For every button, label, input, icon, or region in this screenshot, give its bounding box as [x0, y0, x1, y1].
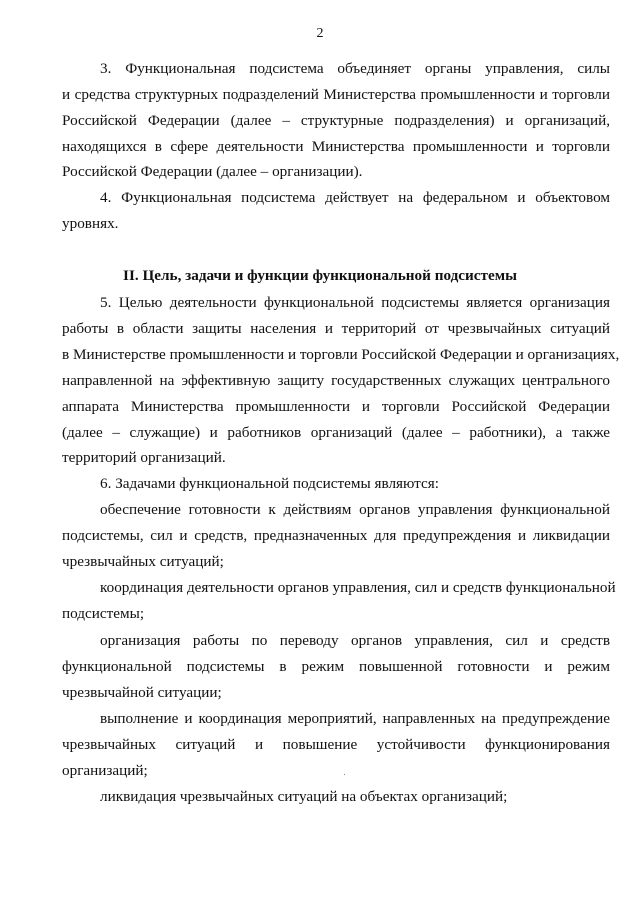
- section-heading: II. Цель, задачи и функции функциональной подсистемы: [123, 267, 517, 284]
- paragraph-line: 6. Задачами функциональной подсистемы являются:: [100, 475, 439, 492]
- scan-speck: [344, 774, 345, 775]
- list-item-line: организация работы по переводу органов управления, сил и средств: [100, 632, 610, 649]
- paragraph-line: направленной на эффективную защиту государственных служащих центрального: [62, 372, 610, 389]
- list-item-line: чрезвычайной ситуации;: [62, 684, 222, 701]
- list-item-line: чрезвычайных ситуаций и повышение устойчивости функционирования: [62, 736, 610, 753]
- paragraph-line: территорий организаций.: [62, 449, 226, 466]
- page-number: 2: [316, 26, 324, 41]
- list-item-line: организаций;: [62, 762, 148, 779]
- list-item-line: координация деятельности органов управления, сил и средств функциональной: [100, 579, 616, 596]
- list-item-line: функциональной подсистемы в режим повышенной готовности и режим: [62, 658, 610, 675]
- paragraph-line: (далее – служащие) и работников организаций (далее – работники), а также: [62, 424, 610, 441]
- paragraph-line: 4. Функциональная подсистема действует на федеральном и объектовом: [100, 189, 610, 206]
- list-item-line: обеспечение готовности к действиям органов управления функциональной: [100, 501, 610, 518]
- paragraph-line: 3. Функциональная подсистема объединяет органы управления, силы: [100, 60, 610, 77]
- paragraph-line: Российской Федерации (далее – структурные подразделения) и организаций,: [62, 112, 610, 129]
- paragraph-line: в Министерстве промышленности и торговли Российской Федерации и организациях,: [62, 346, 620, 363]
- paragraph-line: уровнях.: [62, 215, 119, 232]
- paragraph-line: находящихся в сфере деятельности Министерства промышленности и торговли: [62, 138, 610, 155]
- list-item-line: подсистемы, сил и средств, предназначенных для предупреждения и ликвидации: [62, 527, 610, 544]
- paragraph-line: Российской Федерации (далее – организации).: [62, 163, 363, 180]
- list-item-line: подсистемы;: [62, 605, 145, 622]
- list-item-line: чрезвычайных ситуаций;: [62, 553, 224, 570]
- paragraph-line: 5. Целью деятельности функциональной подсистемы является организация: [100, 294, 610, 311]
- paragraph-line: и средства структурных подразделений Министерства промышленности и торговли: [62, 86, 610, 103]
- paragraph-line: работы в области защиты населения и территорий от чрезвычайных ситуаций: [62, 320, 610, 337]
- list-item-line: ликвидация чрезвычайных ситуаций на объектах организаций;: [100, 788, 508, 805]
- paragraph-line: аппарата Министерства промышленности и торговли Российской Федерации: [62, 398, 610, 415]
- list-item-line: выполнение и координация мероприятий, направленных на предупреждение: [100, 710, 610, 727]
